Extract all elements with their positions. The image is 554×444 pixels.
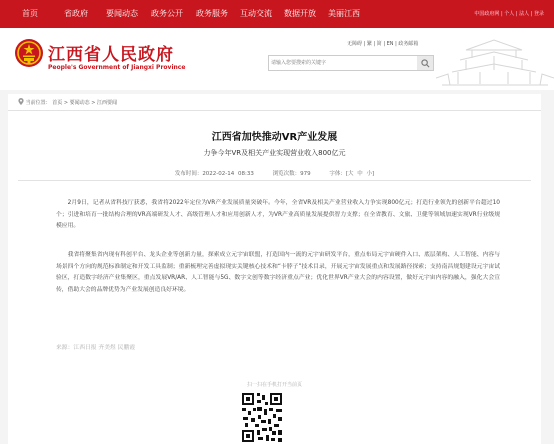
nav-item-provincial-gov[interactable]: 省政府 — [64, 9, 88, 18]
divider — [8, 110, 541, 111]
breadcrumb-separator: > — [63, 100, 69, 106]
article-meta — [8, 169, 541, 177]
top-nav-bar — [0, 0, 554, 28]
qr-code-icon — [240, 391, 284, 444]
top-right-links[interactable]: 中国政府网 | 个人 | 法人 | 登录 — [474, 11, 544, 17]
search-input[interactable] — [271, 58, 416, 68]
breadcrumb — [18, 98, 117, 106]
quick-links[interactable]: 无障碍 | 繁 | 简 | EN | 政务邮箱 — [347, 41, 419, 47]
view-count: 浏览次数：979 — [272, 171, 311, 177]
nav-item-beautiful-jiangxi[interactable]: 美丽江西 — [328, 9, 360, 18]
search-button[interactable] — [417, 56, 433, 70]
font-size-switcher[interactable]: 字体：[大 中 小] — [329, 171, 375, 177]
breadcrumb-separator: > — [91, 100, 96, 106]
breadcrumb-jiangxi-news[interactable]: 江西要闻 — [97, 100, 118, 106]
article-paragraph: 我省将聚集省内现有科创平台、龙头企业等创新力量，探索成立元宇宙联盟，打造国内一流的元宇宙研发平台，重点布局元宇宙硬件入口、底层架构、人工智能、内容与场景四个方向的规范标准制定和开发工具监制；重新梳理完善虚拟现实关键核心技术和“卡脖子”技术目录，开展元宇宙发展重点和发展路径探索；支持南昌规划建设元宇宙试验区，打造数字经济产业集聚区，重点发展VR/AR、人工智能与5G、数字文创等数字经济重点产业；优化世界VR产业大会的内容设置，做好元宇宙内容的融入，强化大会宣传，借助大会的品牌优势为产业发展创造良好环境。 — [56, 252, 500, 293]
nav-item-news[interactable]: 要闻动态 — [106, 9, 138, 18]
nav-item-home[interactable]: 首页 — [22, 9, 38, 18]
nav-item-gov-affairs-open[interactable]: 政务公开 — [151, 9, 183, 18]
site-name-english: People's Government of Jiangxi Province — [48, 64, 186, 71]
publish-time: 发布时间：2022-02-14 08:33 — [174, 171, 254, 177]
tengwang-pavilion-illustration — [436, 28, 554, 90]
location-pin-icon — [18, 98, 24, 105]
breadcrumb-home[interactable]: 首页 — [52, 100, 63, 106]
nav-item-gov-services[interactable]: 政务服务 — [196, 9, 228, 18]
nav-item-interaction[interactable]: 互动交流 — [240, 9, 272, 18]
search-box — [268, 55, 434, 71]
site-name[interactable]: 江西省人民政府 — [48, 45, 174, 65]
article-title: 江西省加快推动VR产业发展 — [211, 132, 338, 143]
qr-caption: 扫一扫在手机打开当前页 — [246, 382, 302, 388]
breadcrumb-label: 当前位置： — [25, 100, 51, 106]
national-emblem-icon — [14, 38, 44, 68]
breadcrumb-news[interactable]: 要闻动态 — [69, 100, 90, 106]
article-paragraph: 2月9日，记者从省科技厅获悉，我省将2022年定位为VR产业发展质量突破年。今年，全省VR及相关产业营业收入力争实现800亿元；打造行业领先的创新平台超过10个；引进和培育一批结构合理的VR高端研发人才、高级管理人才和应用创新人才，为VR产业高质量发展提供智力支撑；在全省教育、文旅、卫健等领域加速实现VR行业级规模应用。 — [56, 200, 500, 230]
site-header — [0, 28, 554, 90]
search-icon — [421, 59, 430, 68]
nav-item-open-data[interactable]: 数据开放 — [284, 9, 316, 18]
article-source: 来源：江西日报 齐美煜 民鹏霞 — [56, 345, 136, 351]
divider — [18, 180, 531, 181]
article-panel — [8, 94, 541, 444]
article-subtitle: 力争今年VR及相关产业实现营业收入800亿元 — [203, 149, 346, 157]
